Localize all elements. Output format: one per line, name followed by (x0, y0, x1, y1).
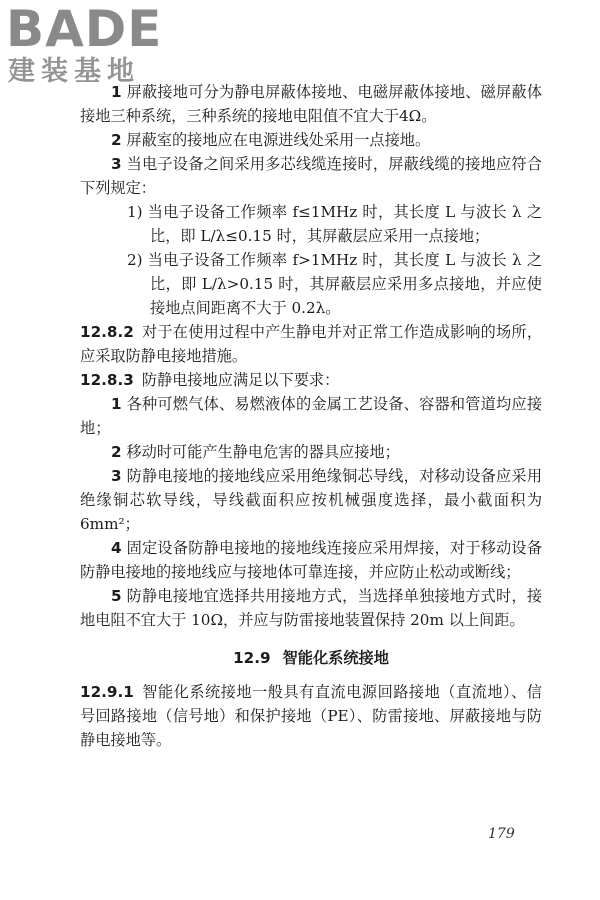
item-number: 4 (111, 539, 122, 557)
item-1 (80, 80, 542, 128)
item-number: 3 (111, 155, 122, 173)
clause-text: 防静电接地应满足以下要求： (141, 371, 340, 389)
logo-word: BADE (6, 0, 163, 58)
section-number: 12.9 (233, 649, 271, 667)
static-item-5 (80, 584, 542, 632)
item-text: 屏蔽接地可分为静电屏蔽体接地、电磁屏蔽体接地、磁屏蔽体接地三种系统，三种系统的接地电阻值不宜大于4Ω。 (80, 83, 543, 125)
item-2 (80, 128, 542, 152)
subitem-number: 2) (127, 251, 143, 269)
clause-12-8-3 (80, 368, 542, 392)
clause-12-8-2 (80, 320, 542, 368)
subitem-text: 当电子设备工作频率 f>1MHz 时，其长度 L 与波长 λ 之比，即 L/λ>0.15 时，其屏蔽层应采用多点接地，并应使接地点间距离不大于 0.2λ。 (147, 251, 543, 317)
page-content (80, 80, 542, 752)
item-number: 1 (111, 395, 122, 413)
subitem-number: 1) (127, 203, 143, 221)
item-number: 3 (111, 467, 122, 485)
clause-number: 12.8.2 (80, 323, 134, 341)
clause-number: 12.9.1 (80, 683, 134, 701)
static-item-2 (80, 440, 542, 464)
clause-text: 对于在使用过程中产生静电并对正常工作造成影响的场所，应采取防静电接地措施。 (80, 323, 542, 365)
subitem-2 (80, 248, 542, 320)
item-text: 屏蔽室的接地应在电源进线处采用一点接地。 (126, 131, 431, 149)
static-item-1 (80, 392, 542, 440)
clause-text: 智能化系统接地一般具有直流电源回路接地（直流地）、信号回路接地（信号地）和保护接地（PE）、防雷接地、屏蔽接地与防静电接地等。 (80, 683, 542, 749)
section-title: 智能化系统接地 (282, 649, 389, 667)
static-item-3 (80, 464, 542, 536)
subitem-1 (80, 200, 542, 248)
clause-number: 12.8.3 (80, 371, 134, 389)
item-number: 2 (111, 131, 122, 149)
clause-12-9-1 (80, 680, 542, 752)
item-text: 防静电接地宜选择共用接地方式，当选择单独接地方式时，接地电阻不宜大于 10Ω，并应与防雷接地装置保持 20m 以上间距。 (80, 587, 543, 629)
item-text: 防静电接地的接地线应采用绝缘铜芯导线，对移动设备应采用绝缘铜芯软导线，导线截面积应按机械强度选择，最小截面积为 6mm²； (80, 467, 543, 533)
section-heading (80, 646, 542, 670)
item-text: 各种可燃气体、易燃液体的金属工艺设备、容器和管道均应接地； (80, 395, 543, 437)
item-3 (80, 152, 542, 200)
subitem-text: 当电子设备工作频率 f≤1MHz 时，其长度 L 与波长 λ 之比，即 L/λ≤0.15 时，其屏蔽层应采用一点接地； (147, 203, 543, 245)
item-text: 固定设备防静电接地的接地线连接应采用焊接，对于移动设备防静电接地的接地线应与接地体可靠连接，并应防止松动或断线； (80, 539, 543, 581)
page-number: 179 (488, 826, 515, 842)
logo-subtitle: 建装基地 (8, 56, 140, 87)
item-text: 当电子设备之间采用多芯线缆连接时，屏蔽线缆的接地应符合下列规定： (80, 155, 543, 197)
item-text: 移动时可能产生静电危害的器具应接地； (126, 443, 400, 461)
item-number: 5 (111, 587, 122, 605)
item-number: 1 (111, 83, 122, 101)
static-item-4 (80, 536, 542, 584)
item-number: 2 (111, 443, 122, 461)
